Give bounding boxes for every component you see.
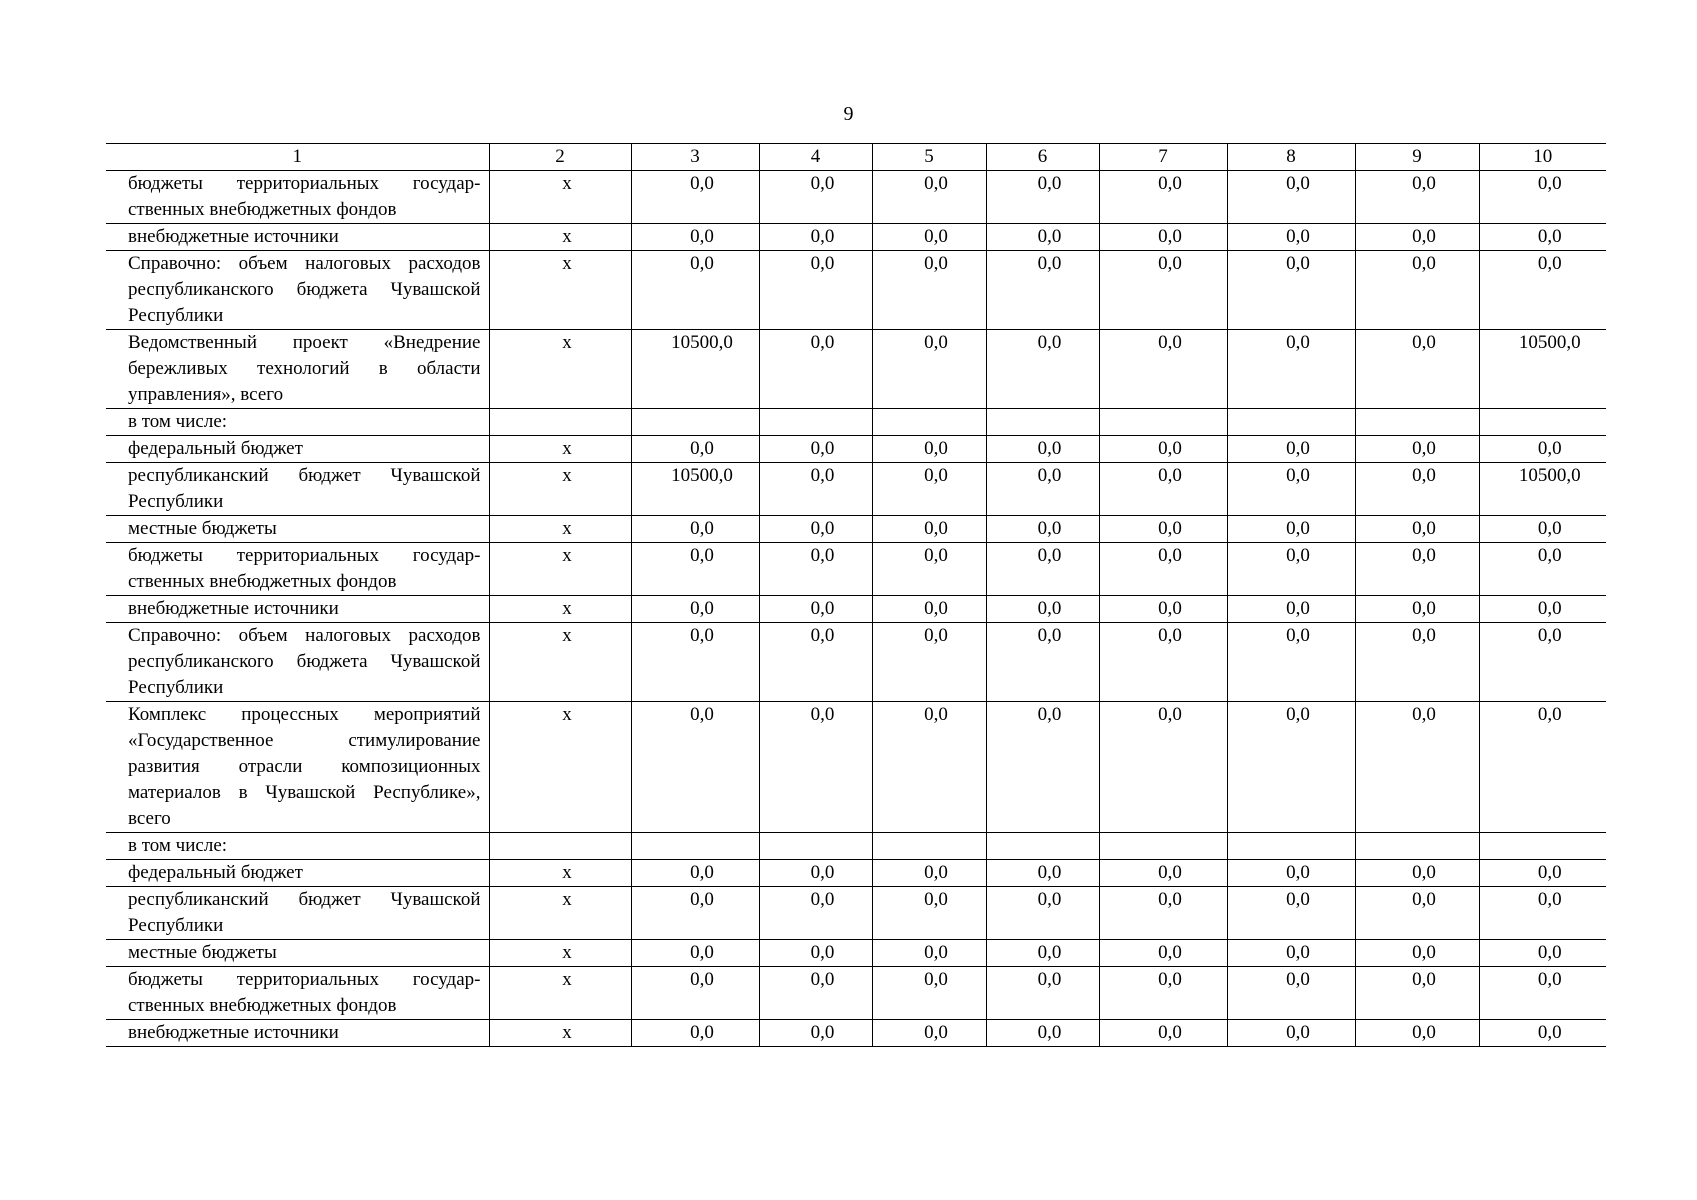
value-cell: 0,0: [1355, 330, 1479, 409]
value-cell: 0,0: [759, 463, 872, 516]
value-cell: 0,0: [872, 543, 986, 596]
column-number: 8: [1227, 144, 1355, 171]
value-cell: 0,0: [759, 940, 872, 967]
row-mark: х: [489, 251, 631, 330]
value-cell: 0,0: [986, 940, 1099, 967]
column-number: 1: [106, 144, 489, 171]
row-label: внебюджетные источники: [106, 1020, 489, 1047]
value-cell: 0,0: [631, 623, 759, 702]
value-cell: 0,0: [759, 887, 872, 940]
row-mark: х: [489, 436, 631, 463]
value-cell: 0,0: [1355, 860, 1479, 887]
table-row: [106, 623, 1606, 702]
table-row: [106, 516, 1606, 543]
value-cell: 0,0: [1099, 1020, 1227, 1047]
row-mark: [489, 833, 631, 860]
value-cell: [1479, 833, 1606, 860]
table-row: [106, 1020, 1606, 1047]
value-cell: 0,0: [631, 702, 759, 833]
value-cell: 0,0: [872, 330, 986, 409]
value-cell: 0,0: [1355, 596, 1479, 623]
table-row: [106, 171, 1606, 224]
value-cell: 0,0: [986, 171, 1099, 224]
value-cell: 0,0: [631, 251, 759, 330]
value-cell: 0,0: [872, 171, 986, 224]
value-cell: 0,0: [1479, 224, 1606, 251]
table-row: [106, 887, 1606, 940]
column-number: 9: [1355, 144, 1479, 171]
row-label: федеральный бюджет: [106, 860, 489, 887]
value-cell: 0,0: [759, 596, 872, 623]
row-label: Справочно: объем налоговых расходов республиканского бюджета Чувашской Республики: [106, 251, 489, 330]
page-number: 9: [843, 103, 854, 125]
value-cell: 0,0: [1099, 516, 1227, 543]
value-cell: 0,0: [872, 463, 986, 516]
row-label: Справочно: объем налоговых расходов республиканского бюджета Чувашской Республики: [106, 623, 489, 702]
value-cell: [631, 409, 759, 436]
value-cell: 0,0: [872, 887, 986, 940]
table-row: [106, 967, 1606, 1020]
row-label: бюджеты территориальных государственных внебюджетных фондов: [106, 543, 489, 596]
row-mark: х: [489, 224, 631, 251]
value-cell: 0,0: [1099, 171, 1227, 224]
value-cell: 0,0: [1227, 330, 1355, 409]
table-row: [106, 224, 1606, 251]
value-cell: 0,0: [1355, 224, 1479, 251]
value-cell: [759, 409, 872, 436]
value-cell: [1099, 409, 1227, 436]
table-row: [106, 409, 1606, 436]
value-cell: 0,0: [1479, 596, 1606, 623]
value-cell: 0,0: [872, 596, 986, 623]
value-cell: 0,0: [1099, 887, 1227, 940]
value-cell: [1099, 833, 1227, 860]
value-cell: 0,0: [986, 623, 1099, 702]
value-cell: 0,0: [1227, 940, 1355, 967]
budget-table: [106, 143, 1606, 1047]
value-cell: 0,0: [872, 623, 986, 702]
value-cell: 0,0: [1099, 251, 1227, 330]
table-row: [106, 702, 1606, 833]
value-cell: [1227, 833, 1355, 860]
value-cell: 0,0: [986, 702, 1099, 833]
value-cell: 0,0: [759, 623, 872, 702]
value-cell: 0,0: [986, 887, 1099, 940]
value-cell: 0,0: [1227, 171, 1355, 224]
value-cell: 0,0: [759, 702, 872, 833]
value-cell: [1227, 409, 1355, 436]
row-label: республиканский бюджет Чувашской Республики: [106, 463, 489, 516]
value-cell: [1355, 409, 1479, 436]
column-number: 7: [1099, 144, 1227, 171]
row-label: местные бюджеты: [106, 940, 489, 967]
table-row: [106, 543, 1606, 596]
value-cell: 10500,0: [1479, 463, 1606, 516]
table-body: [106, 144, 1606, 1047]
value-cell: 0,0: [1099, 436, 1227, 463]
value-cell: 0,0: [759, 516, 872, 543]
value-cell: 0,0: [1227, 251, 1355, 330]
value-cell: 0,0: [1479, 702, 1606, 833]
table-row: [106, 436, 1606, 463]
value-cell: 0,0: [1099, 967, 1227, 1020]
value-cell: 0,0: [1227, 860, 1355, 887]
row-mark: х: [489, 702, 631, 833]
row-label: федеральный бюджет: [106, 436, 489, 463]
column-number-row: [106, 144, 1606, 171]
value-cell: 0,0: [631, 1020, 759, 1047]
row-label: внебюджетные источники: [106, 224, 489, 251]
value-cell: 10500,0: [631, 330, 759, 409]
value-cell: 0,0: [631, 596, 759, 623]
value-cell: 0,0: [1355, 702, 1479, 833]
value-cell: 0,0: [986, 860, 1099, 887]
value-cell: 0,0: [986, 596, 1099, 623]
table-row: [106, 251, 1606, 330]
column-number: 10: [1479, 144, 1606, 171]
value-cell: 0,0: [1227, 436, 1355, 463]
row-mark: х: [489, 623, 631, 702]
value-cell: 0,0: [1227, 887, 1355, 940]
value-cell: 0,0: [631, 516, 759, 543]
value-cell: 0,0: [872, 967, 986, 1020]
value-cell: 0,0: [1479, 860, 1606, 887]
value-cell: 0,0: [1355, 436, 1479, 463]
value-cell: 0,0: [1227, 702, 1355, 833]
value-cell: 0,0: [631, 860, 759, 887]
row-mark: х: [489, 171, 631, 224]
value-cell: 0,0: [1355, 251, 1479, 330]
value-cell: 0,0: [759, 224, 872, 251]
row-mark: х: [489, 887, 631, 940]
value-cell: 0,0: [986, 463, 1099, 516]
value-cell: 10500,0: [631, 463, 759, 516]
value-cell: 0,0: [1227, 967, 1355, 1020]
value-cell: 0,0: [1479, 436, 1606, 463]
value-cell: 0,0: [1099, 543, 1227, 596]
value-cell: 0,0: [1355, 887, 1479, 940]
row-mark: х: [489, 330, 631, 409]
value-cell: 0,0: [986, 436, 1099, 463]
value-cell: [986, 833, 1099, 860]
row-mark: х: [489, 596, 631, 623]
table-row: [106, 463, 1606, 516]
value-cell: 0,0: [631, 967, 759, 1020]
row-label: в том числе:: [106, 409, 489, 436]
value-cell: 0,0: [872, 436, 986, 463]
value-cell: 0,0: [631, 436, 759, 463]
value-cell: 0,0: [1099, 596, 1227, 623]
value-cell: 0,0: [1355, 1020, 1479, 1047]
value-cell: 0,0: [1099, 623, 1227, 702]
value-cell: 0,0: [986, 1020, 1099, 1047]
value-cell: 0,0: [1479, 251, 1606, 330]
value-cell: 0,0: [631, 224, 759, 251]
value-cell: 0,0: [986, 251, 1099, 330]
value-cell: 0,0: [1227, 463, 1355, 516]
value-cell: [1479, 409, 1606, 436]
value-cell: 0,0: [872, 860, 986, 887]
value-cell: 0,0: [1099, 702, 1227, 833]
row-label: республиканский бюджет Чувашской Республики: [106, 887, 489, 940]
column-number: 3: [631, 144, 759, 171]
value-cell: 0,0: [1355, 967, 1479, 1020]
column-number: 4: [759, 144, 872, 171]
value-cell: 0,0: [759, 860, 872, 887]
value-cell: 0,0: [1227, 516, 1355, 543]
value-cell: 0,0: [631, 171, 759, 224]
table-row: [106, 833, 1606, 860]
value-cell: 0,0: [872, 516, 986, 543]
value-cell: 0,0: [1355, 543, 1479, 596]
row-label: Ведомственный проект «Внедрение бережливых технологий в области управления», всего: [106, 330, 489, 409]
value-cell: [759, 833, 872, 860]
row-mark: х: [489, 463, 631, 516]
value-cell: 0,0: [872, 251, 986, 330]
value-cell: 0,0: [986, 224, 1099, 251]
value-cell: 0,0: [1099, 860, 1227, 887]
value-cell: 0,0: [631, 543, 759, 596]
value-cell: 0,0: [1479, 171, 1606, 224]
row-mark: [489, 409, 631, 436]
value-cell: [1355, 833, 1479, 860]
value-cell: 0,0: [1479, 623, 1606, 702]
value-cell: 0,0: [759, 251, 872, 330]
value-cell: 0,0: [872, 1020, 986, 1047]
value-cell: 0,0: [1355, 516, 1479, 543]
row-mark: х: [489, 940, 631, 967]
value-cell: 0,0: [1479, 516, 1606, 543]
row-mark: х: [489, 1020, 631, 1047]
value-cell: [872, 833, 986, 860]
value-cell: 0,0: [1355, 623, 1479, 702]
value-cell: 0,0: [759, 1020, 872, 1047]
row-label: Комплекс процессных мероприятий «Государственное стимулирование развития отрасли композиционных материалов в Чувашской Республике», всего: [106, 702, 489, 833]
row-label: бюджеты территориальных государственных внебюджетных фондов: [106, 171, 489, 224]
value-cell: 0,0: [1479, 887, 1606, 940]
value-cell: 0,0: [872, 224, 986, 251]
row-label: внебюджетные источники: [106, 596, 489, 623]
value-cell: 10500,0: [1479, 330, 1606, 409]
value-cell: 0,0: [1099, 940, 1227, 967]
row-mark: х: [489, 860, 631, 887]
value-cell: 0,0: [1099, 330, 1227, 409]
value-cell: 0,0: [1227, 1020, 1355, 1047]
value-cell: 0,0: [1099, 463, 1227, 516]
table-row: [106, 940, 1606, 967]
value-cell: 0,0: [1227, 623, 1355, 702]
value-cell: [631, 833, 759, 860]
table-row: [106, 330, 1606, 409]
value-cell: 0,0: [759, 967, 872, 1020]
value-cell: 0,0: [986, 543, 1099, 596]
table-row: [106, 860, 1606, 887]
row-mark: х: [489, 516, 631, 543]
value-cell: 0,0: [759, 171, 872, 224]
value-cell: [872, 409, 986, 436]
value-cell: 0,0: [872, 940, 986, 967]
value-cell: 0,0: [1355, 171, 1479, 224]
row-label: в том числе:: [106, 833, 489, 860]
row-label: местные бюджеты: [106, 516, 489, 543]
row-label: бюджеты территориальных государственных внебюджетных фондов: [106, 967, 489, 1020]
value-cell: 0,0: [1227, 543, 1355, 596]
column-number: 2: [489, 144, 631, 171]
value-cell: 0,0: [986, 967, 1099, 1020]
value-cell: 0,0: [631, 887, 759, 940]
value-cell: 0,0: [872, 702, 986, 833]
value-cell: 0,0: [1479, 543, 1606, 596]
row-mark: х: [489, 543, 631, 596]
value-cell: 0,0: [759, 436, 872, 463]
value-cell: 0,0: [631, 940, 759, 967]
value-cell: 0,0: [986, 516, 1099, 543]
value-cell: 0,0: [1227, 224, 1355, 251]
value-cell: 0,0: [759, 330, 872, 409]
value-cell: 0,0: [1099, 224, 1227, 251]
value-cell: 0,0: [1355, 940, 1479, 967]
table-row: [106, 596, 1606, 623]
value-cell: 0,0: [759, 543, 872, 596]
value-cell: 0,0: [986, 330, 1099, 409]
column-number: 6: [986, 144, 1099, 171]
value-cell: 0,0: [1355, 463, 1479, 516]
value-cell: [986, 409, 1099, 436]
value-cell: 0,0: [1227, 596, 1355, 623]
value-cell: 0,0: [1479, 1020, 1606, 1047]
value-cell: 0,0: [1479, 940, 1606, 967]
column-number: 5: [872, 144, 986, 171]
value-cell: 0,0: [1479, 967, 1606, 1020]
row-mark: х: [489, 967, 631, 1020]
